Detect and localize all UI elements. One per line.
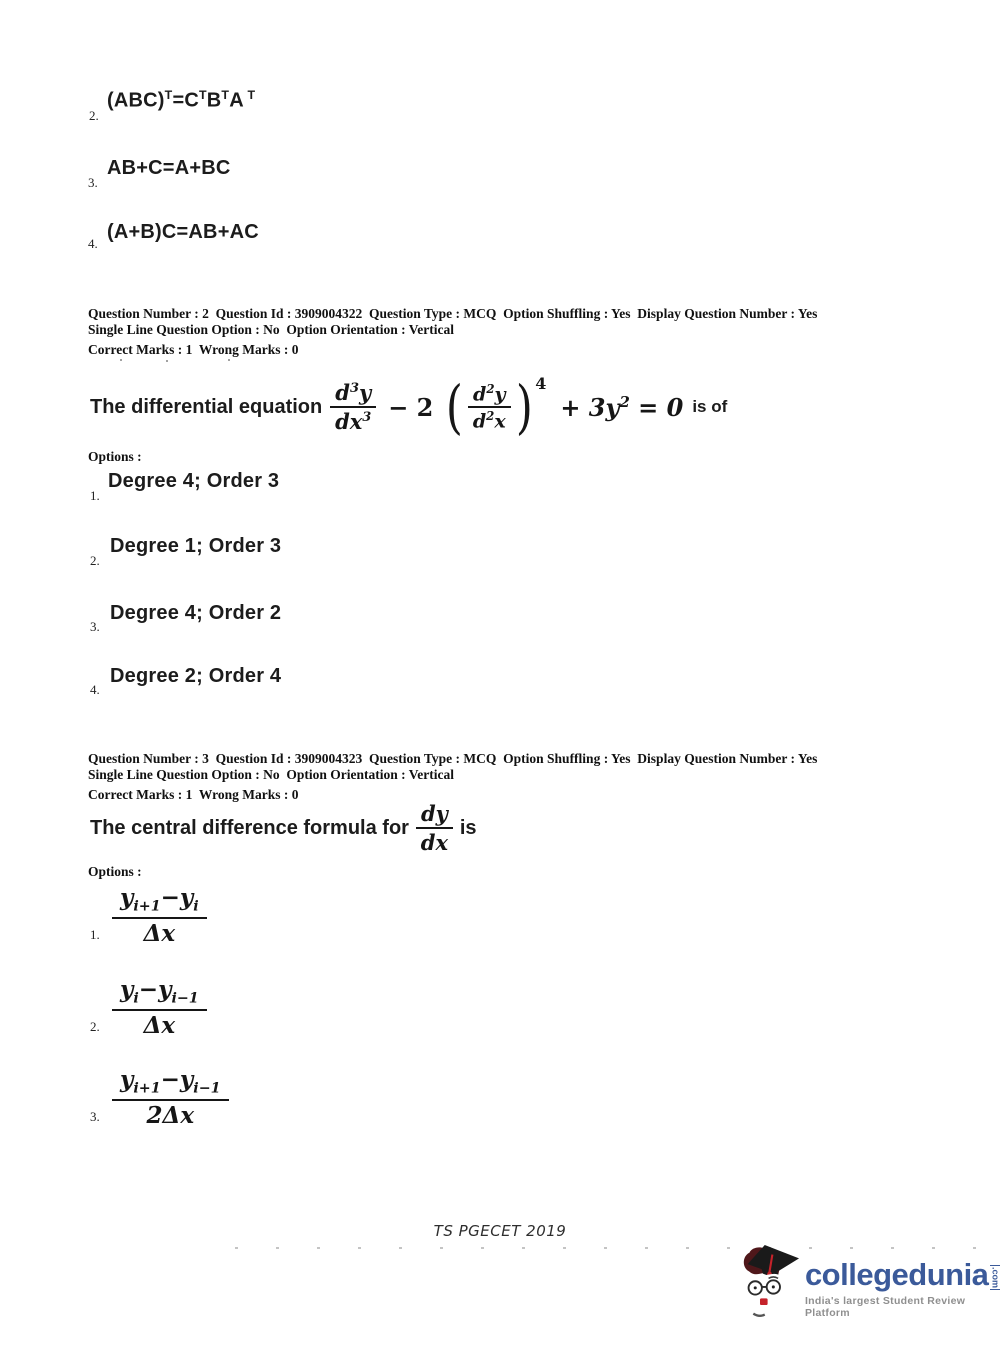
logo-brand-text: collegedunia: [804, 1257, 989, 1292]
equation-tail: + $3y^2 = 0$: [560, 392, 684, 422]
option-number: 3.: [88, 175, 98, 190]
fraction-numerator: $d^3y$: [330, 380, 376, 408]
logo-text-block: [805, 1241, 1000, 1319]
question3-meta-marks: Correct Marks : 1 Wrong Marks : 0: [88, 787, 299, 802]
question2-options-label: Options :: [88, 449, 142, 464]
question3-meta-line2: Single Line Question Option : No Option Orientation : Vertical: [88, 766, 455, 782]
option-formula-distributive: (A+B)C=AB+AC: [107, 221, 259, 243]
fraction-denominator: $dx^3$: [335, 409, 372, 434]
fraction-denominator: 2Δx: [146, 1101, 195, 1129]
question2-stem-suffix: is of: [692, 397, 728, 416]
exam-title: TS PGECET 2019: [433, 1222, 567, 1240]
option-number: 2.: [90, 1019, 100, 1034]
minus-two-operator: − 2: [388, 392, 434, 422]
question3-options-label: Options :: [88, 864, 142, 879]
option-number: 2.: [90, 553, 100, 568]
fraction-d2y-d2x: [468, 382, 511, 433]
question2-option-1: Degree 4; Order 3: [108, 470, 280, 492]
question3-option-1-fraction: [112, 884, 207, 947]
paren-exponent: 4: [535, 373, 547, 393]
option-number: 1.: [90, 488, 100, 503]
logo-tld-text: .com: [990, 1266, 1000, 1288]
collegedunia-mascot-icon: [740, 1241, 801, 1331]
collegedunia-logo: [740, 1241, 1000, 1331]
fraction-denominator: Δx: [143, 919, 176, 947]
fraction-numerator: $y_i-y_{i-1}$: [112, 976, 207, 1011]
fraction-denominator: $d^2x$: [472, 409, 506, 433]
fraction-denominator: Δx: [143, 1011, 176, 1039]
fraction-denominator: dx: [420, 830, 449, 855]
question2-option-4: Degree 2; Order 4: [110, 665, 282, 687]
fraction-d3y-dx3: [330, 380, 376, 434]
option-number: 3.: [90, 619, 100, 634]
question3-option-2-fraction: [112, 976, 207, 1039]
logo-tagline: India's largest Student Review Platform: [804, 1295, 966, 1319]
question2-stem: [90, 368, 727, 446]
question2-option-2: Degree 1; Order 3: [110, 535, 282, 557]
question2-meta-line1: Question Number : 2 Question Id : 3909004322 Question Type : MCQ Option Shuffling : Yes Display Question Number : Yes: [88, 306, 818, 321]
option-formula-matrix-sum: AB+C=A+BC: [107, 157, 231, 179]
option-number: 4.: [90, 682, 100, 697]
fraction-numerator: $d^2y$: [468, 382, 511, 408]
question2-meta-line2: Single Line Question Option : No Option Orientation : Vertical: [88, 321, 455, 337]
question3-option-3-fraction: [112, 1066, 229, 1129]
option-formula-matrix-transpose: $(ABC)^T=C^TB^TA$ $^T$: [107, 88, 256, 112]
option-number: 4.: [88, 236, 98, 251]
option-number: 3.: [90, 1109, 100, 1124]
question2-metadata: [88, 306, 968, 358]
question3-meta-line1: Question Number : 3 Question Id : 3909004323 Question Type : MCQ Option Shuffling : Yes Display Question Number : Yes: [88, 751, 818, 766]
fraction-numerator: dy: [416, 801, 453, 829]
scan-artifact-dots: [120, 359, 122, 361]
fraction-dy-dx: [416, 801, 453, 855]
option-number: 2.: [89, 108, 99, 123]
open-paren: (: [446, 372, 464, 441]
question2-meta-marks: Correct Marks : 1 Wrong Marks : 0: [88, 342, 299, 357]
question2-option-3: Degree 4; Order 2: [110, 602, 282, 624]
question3-stem-suffix: is: [459, 816, 477, 839]
option-number: 1.: [90, 927, 100, 942]
question3-stem: [90, 799, 477, 857]
question3-metadata: [88, 751, 968, 803]
close-paren: ): [515, 372, 533, 441]
question3-stem-prefix: The central difference formula for: [90, 816, 409, 839]
fraction-numerator: $y_{i+1}-y_i$: [112, 884, 207, 919]
question2-stem-prefix: The differential equation: [90, 395, 323, 418]
fraction-numerator: $y_{i+1}-y_{i-1}$: [112, 1066, 229, 1101]
